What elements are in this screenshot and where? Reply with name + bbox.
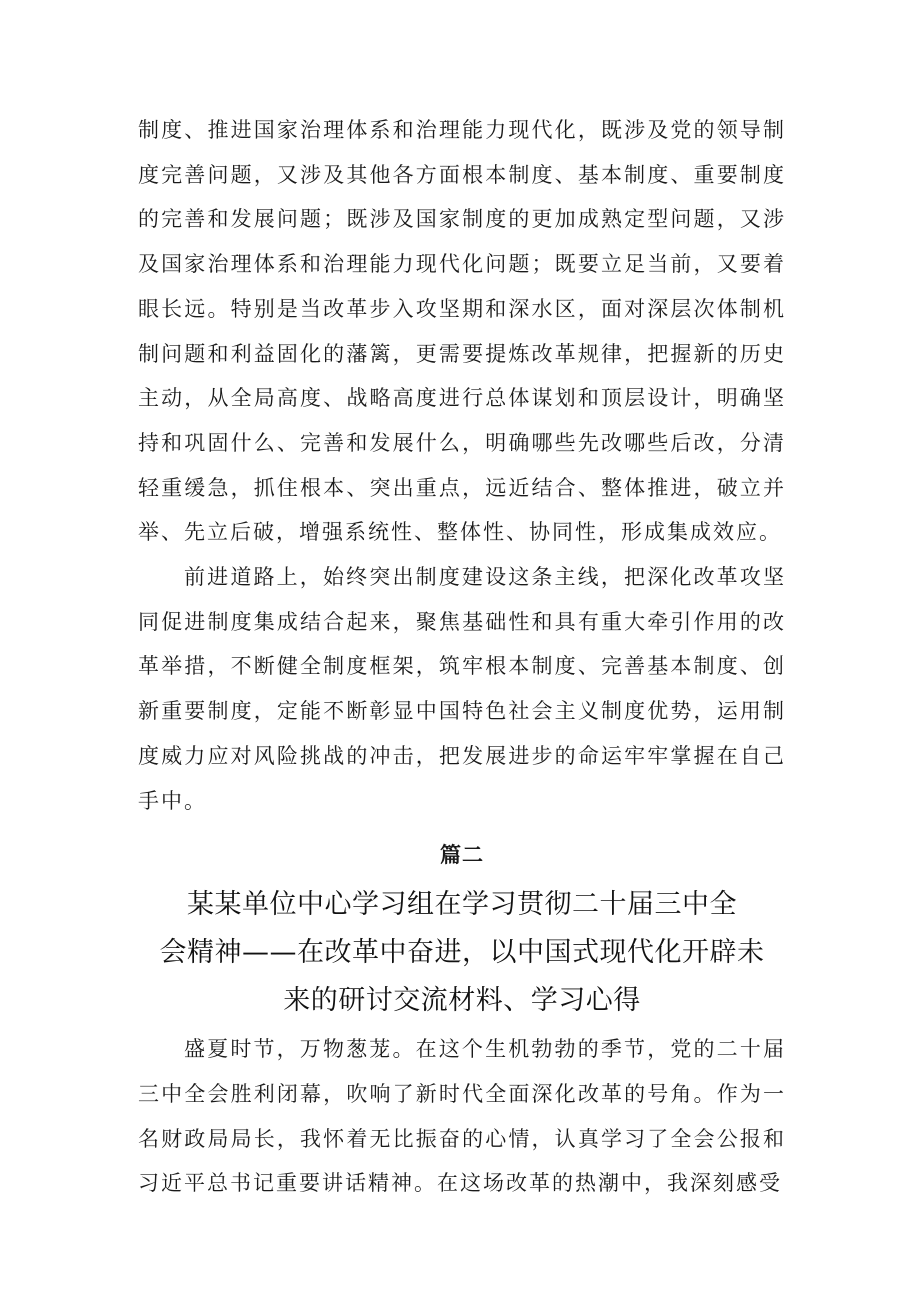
body-paragraph: 盛夏时节，万物葱茏。在这个生机勃勃的季节，党的二十届三中全会胜利闭幕，吹响了新时代全面深化改革的号角。作为一名财政局局长，我怀着无比振奋的心情，认真学习了全会公报和习近平总书记重要讲话精神。在这场改革的热潮中，我深刻感受: [138, 1037, 786, 1196]
article-title-line: 某某单位中心学习组在学习贯彻二十届三中全: [187, 889, 737, 921]
body-paragraph-continued: 制度、推进国家治理体系和治理能力现代化，既涉及党的领导制度完善问题，又涉及其他各方面根本制度、基本制度、重要制度的完善和发展问题；既涉及国家制度的更加成熟定型问题，又涉及国家治理体系和治理能力现代化问题；既要立足当前，又要着眼长远。特别是当改革步入攻坚期和深水区，面对深层次体制机制问题和利益固化的藩篱，更需要提炼改革规律，把握新的历史主动，从全局高度、战略高度进行总体谋划和顶层设计，明确坚持和巩固什么、完善和发展什么，明确哪些先改哪些后改，分清轻重缓急，抓住根本、突出重点，远近结合、整体推进，破立并举、先立后破，增强系统性、整体性、协同性，形成集成效应。: [138, 118, 786, 545]
article-title-line: 来的研讨交流材料、学习心得: [283, 985, 641, 1017]
article-title-line: 会精神——在改革中奋进，以中国式现代化开辟未: [159, 937, 765, 969]
section-label: 篇二: [440, 842, 484, 868]
article-title: [138, 881, 786, 1025]
body-paragraph: 前进道路上，始终突出制度建设这条主线，把深化改革攻坚同促进制度集成结合起来，聚焦基础性和具有重大牵引作用的改革举措，不断健全制度框架，筑牢根本制度、完善基本制度、创新重要制度，定能不断彰显中国特色社会主义制度优势，运用制度威力应对风险挑战的冲击，把发展进步的命运牢牢掌握在自己手中。: [138, 565, 786, 813]
document-body: [138, 108, 786, 1206]
